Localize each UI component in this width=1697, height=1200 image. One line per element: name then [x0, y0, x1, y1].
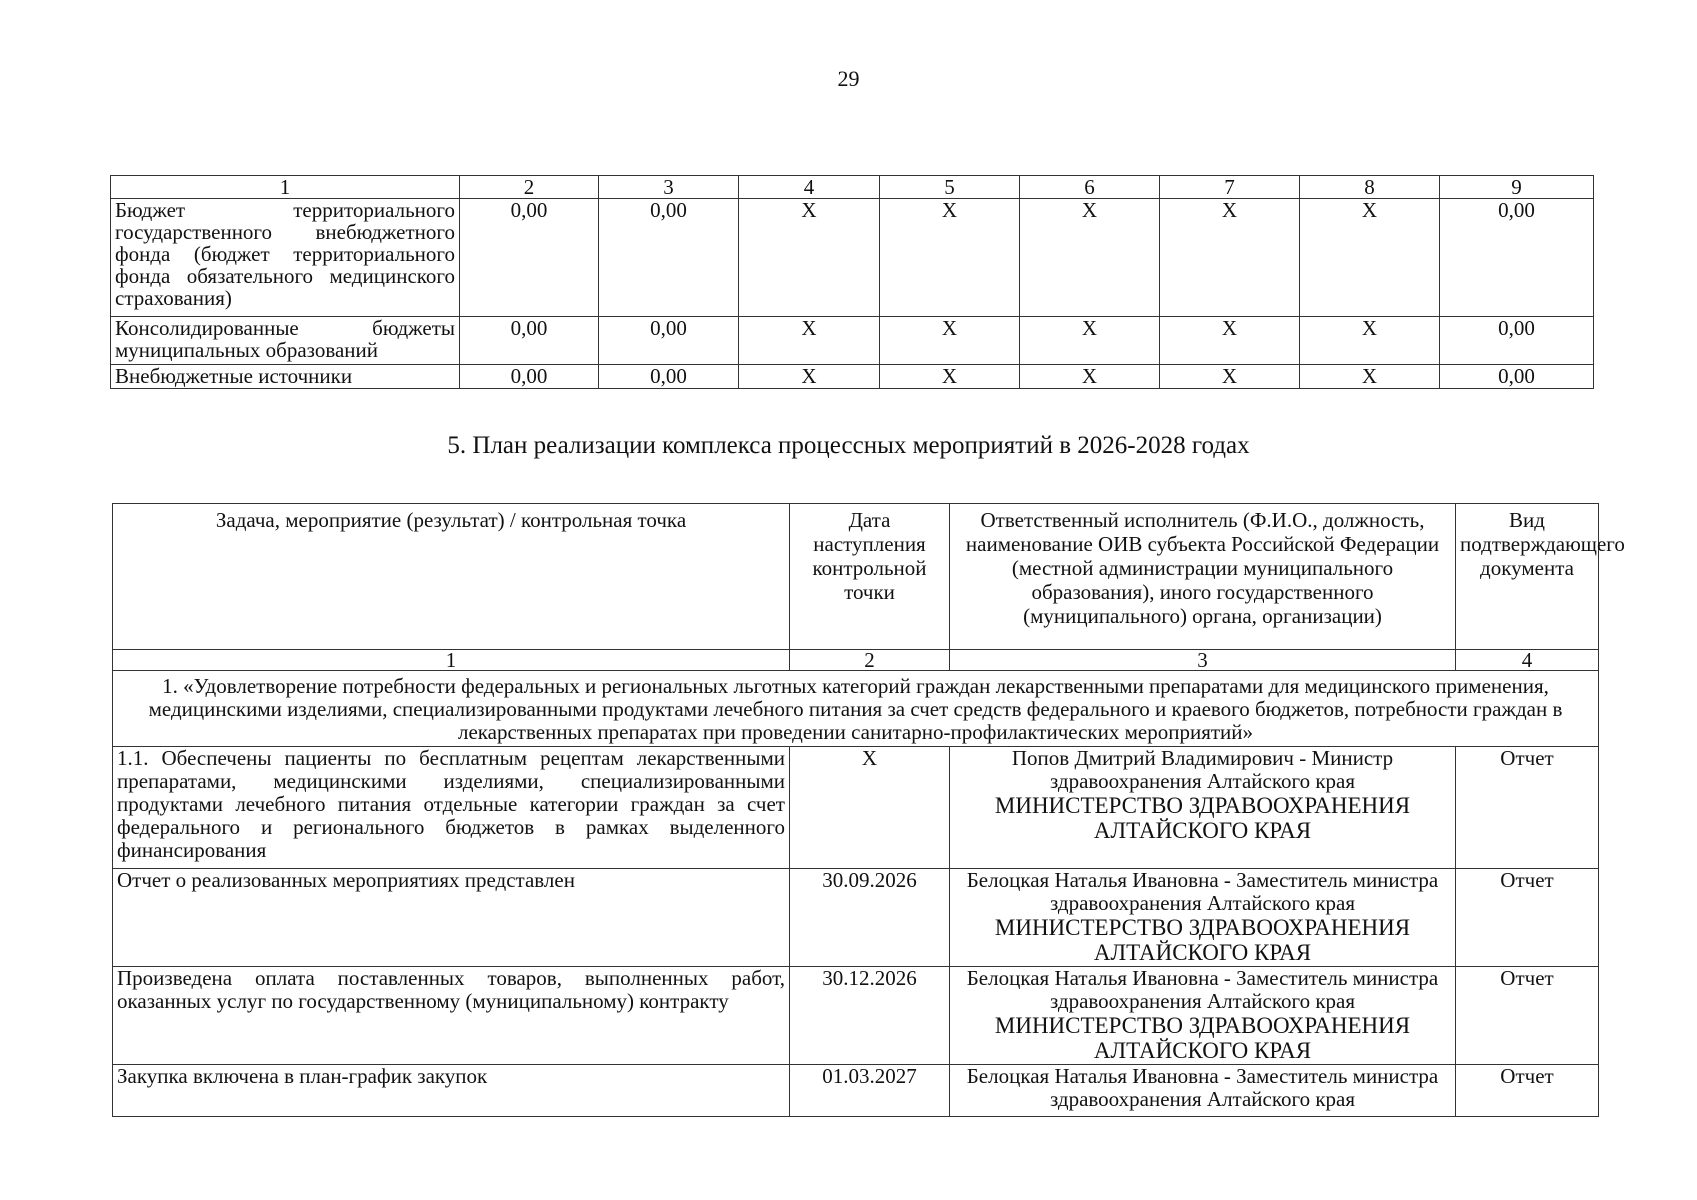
cell-value: 0,00	[1440, 317, 1594, 365]
responsible-name: Белоцкая Наталья Ивановна - Заместитель министра здравоохранения Алтайского края	[966, 966, 1439, 1013]
table-row	[111, 365, 1594, 389]
section-title: 5. План реализации комплекса процессных мероприятий в 2026-2028 годах	[447, 432, 1250, 459]
cell-value: X	[739, 317, 880, 365]
cell-value: X	[1020, 317, 1160, 365]
header-responsible: Ответственный исполнитель (Ф.И.О., должность, наименование ОИВ субъекта Российской Федерации (местной администрации муниципального образования), иного государственного (муниципального) органа, организации)	[950, 504, 1456, 650]
cell-value: 0,00	[460, 317, 599, 365]
cell-value: X	[880, 199, 1020, 317]
page-number: 29	[837, 66, 860, 91]
cell-value: X	[1160, 199, 1300, 317]
column-number: 3	[950, 650, 1456, 671]
cell-value: X	[739, 199, 880, 317]
responsible-name: Белоцкая Наталья Ивановна - Заместитель министра здравоохранения Алтайского края	[966, 1064, 1439, 1111]
column-number: 8	[1300, 176, 1440, 199]
row-label: Бюджет территориального государственного внебюджетного фонда (бюджет территориального фонда обязательного медицинского страхования)	[111, 199, 460, 317]
cell-value: 0,00	[460, 199, 599, 317]
table-row	[113, 869, 1599, 967]
task-row	[113, 671, 1599, 747]
cell-value: 0,00	[1440, 365, 1594, 389]
cell-value: X	[1300, 317, 1440, 365]
cell-value: X	[1300, 199, 1440, 317]
cell-value: 0,00	[599, 317, 739, 365]
responsible-person	[950, 967, 1456, 1065]
task-title: 1. «Удовлетворение потребности федеральных и региональных льготных категорий граждан лекарственными препаратами для медицинского применения, медицинскими изделиями, специализированными продуктами лечебного питания за счет средств федерального и краевого бюджетов, потребности граждан в лекарственных препаратах при проведении санитарно-профилактических мероприятий»	[113, 671, 1599, 747]
table-header-row	[113, 504, 1599, 650]
document-type: Отчет	[1456, 967, 1599, 1065]
row-label: Внебюджетные источники	[111, 365, 460, 389]
column-number: 1	[111, 176, 460, 199]
measure-description: Произведена оплата поставленных товаров, выполненных работ, оказанных услуг по государственному (муниципальному) контракту	[113, 967, 790, 1065]
column-number: 1	[113, 650, 790, 671]
responsible-organization: МИНИСТЕРСТВО ЗДРАВООХРАНЕНИЯ АЛТАЙСКОГО КРАЯ	[994, 915, 1411, 965]
cell-value: X	[1020, 365, 1160, 389]
implementation-plan-table	[112, 503, 1625, 1117]
responsible-organization: МИНИСТЕРСТВО ЗДРАВООХРАНЕНИЯ АЛТАЙСКОГО КРАЯ	[994, 1013, 1411, 1063]
cell-value: X	[880, 317, 1020, 365]
measure-description: Закупка включена в план-график закупок	[113, 1065, 790, 1117]
table-row	[113, 967, 1599, 1065]
document-type: Отчет	[1456, 747, 1599, 869]
cell-value: 0,00	[1440, 199, 1594, 317]
row-label: Консолидированные бюджеты муниципальных образований	[111, 317, 460, 365]
header-date: Дата наступления контрольной точки	[790, 504, 950, 650]
table-row	[113, 1065, 1599, 1117]
funding-sources-table	[110, 175, 1594, 389]
cell-value: X	[739, 365, 880, 389]
document-type: Отчет	[1456, 1065, 1599, 1117]
table-row	[111, 317, 1594, 365]
responsible-name: Попов Дмитрий Владимирович - Министр здравоохранения Алтайского края	[1011, 746, 1394, 793]
column-number: 2	[460, 176, 599, 199]
responsible-person	[950, 1065, 1456, 1117]
cell-value: X	[1160, 365, 1300, 389]
control-date: 30.09.2026	[790, 869, 950, 967]
column-number: 7	[1160, 176, 1300, 199]
control-date: 30.12.2026	[790, 967, 950, 1065]
cell-value: 0,00	[599, 199, 739, 317]
column-number: 3	[599, 176, 739, 199]
table-row	[113, 747, 1599, 869]
responsible-name: Белоцкая Наталья Ивановна - Заместитель министра здравоохранения Алтайского края	[966, 868, 1439, 915]
table-row	[111, 199, 1594, 317]
column-number: 4	[739, 176, 880, 199]
column-number: 4	[1456, 650, 1599, 671]
cell-value: X	[880, 365, 1020, 389]
header-document: Вид подтверждающего документа	[1456, 504, 1599, 650]
responsible-person	[950, 747, 1456, 869]
cell-value: 0,00	[460, 365, 599, 389]
column-numbers-row	[113, 650, 1599, 671]
document-type: Отчет	[1456, 869, 1599, 967]
responsible-organization: МИНИСТЕРСТВО ЗДРАВООХРАНЕНИЯ АЛТАЙСКОГО КРАЯ	[994, 793, 1411, 843]
column-number: 2	[790, 650, 950, 671]
table-header-row	[111, 176, 1594, 199]
column-number: 6	[1020, 176, 1160, 199]
header-task: Задача, мероприятие (результат) / контрольная точка	[113, 504, 790, 650]
cell-value: X	[1300, 365, 1440, 389]
cell-value: X	[1020, 199, 1160, 317]
column-number: 9	[1440, 176, 1594, 199]
column-number: 5	[880, 176, 1020, 199]
measure-description: 1.1. Обеспечены пациенты по бесплатным рецептам лекарственными препаратами, медицинскими изделиями, специализированными продуктами лечебного питания отдельные категории граждан за счет федерального и регионального бюджетов в рамках выделенного финансирования	[113, 747, 790, 869]
responsible-person	[950, 869, 1456, 967]
control-date: 01.03.2027	[790, 1065, 950, 1117]
cell-value: X	[1160, 317, 1300, 365]
measure-description: Отчет о реализованных мероприятиях представлен	[113, 869, 790, 967]
cell-value: 0,00	[599, 365, 739, 389]
control-date: X	[790, 747, 950, 869]
